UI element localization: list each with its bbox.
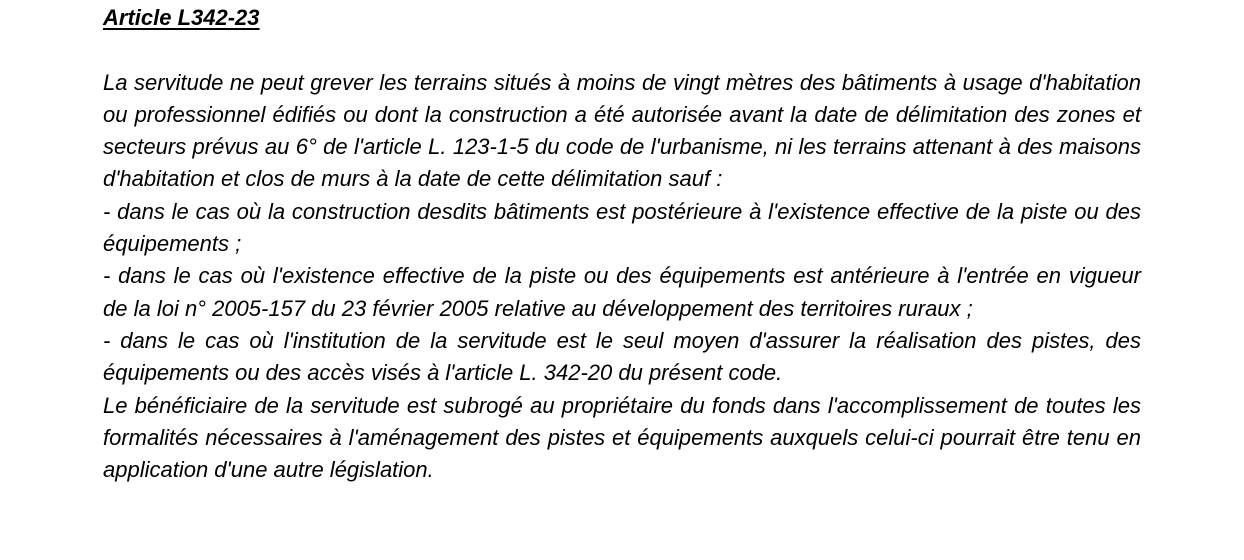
- paragraph-exception-sole-means: - dans le cas où l'institution de la servitude est le seul moyen d'assurer la réalisation des pistes, des équipements ou des accès visés à l'article L. 342-20 du présent code.: [103, 327, 1141, 386]
- paragraph-exception-construction: - dans le cas où la construction desdits bâtiments est postérieure à l'existence effective de la piste ou des équipements ;: [103, 198, 1141, 257]
- document-body: [103, 2, 1141, 486]
- spacer: [103, 34, 1141, 66]
- article-title: Article L342-23: [103, 5, 260, 30]
- paragraph-servitude-limits: La servitude ne peut grever les terrains situés à moins de vingt mètres des bâtiments à usage d'habitation ou professionnel édifiés ou dont la construction a été autorisée avant la date de délimitation des zones et secteurs prévus au 6° de l'article L. 123-1-5 du code de l'urbanisme, ni les terrains attenant à des maisons d'habitation et clos de murs à la date de cette délimitation sauf :: [103, 69, 1141, 192]
- paragraph-exception-prior-law: - dans le cas où l'existence effective de la piste ou des équipements est antérieure à l'entrée en vigueur de la loi n° 2005-157 du 23 février 2005 relative au développement des territoires ruraux ;: [103, 263, 1141, 321]
- paragraph-beneficiary: Le bénéficiaire de la servitude est subrogé au propriétaire du fonds dans l'accomplissement de toutes les formalités nécessaires à l'aménagement des pistes et équipements auxquels celui-ci pourrait être tenu en application d'une autre législation.: [103, 392, 1141, 483]
